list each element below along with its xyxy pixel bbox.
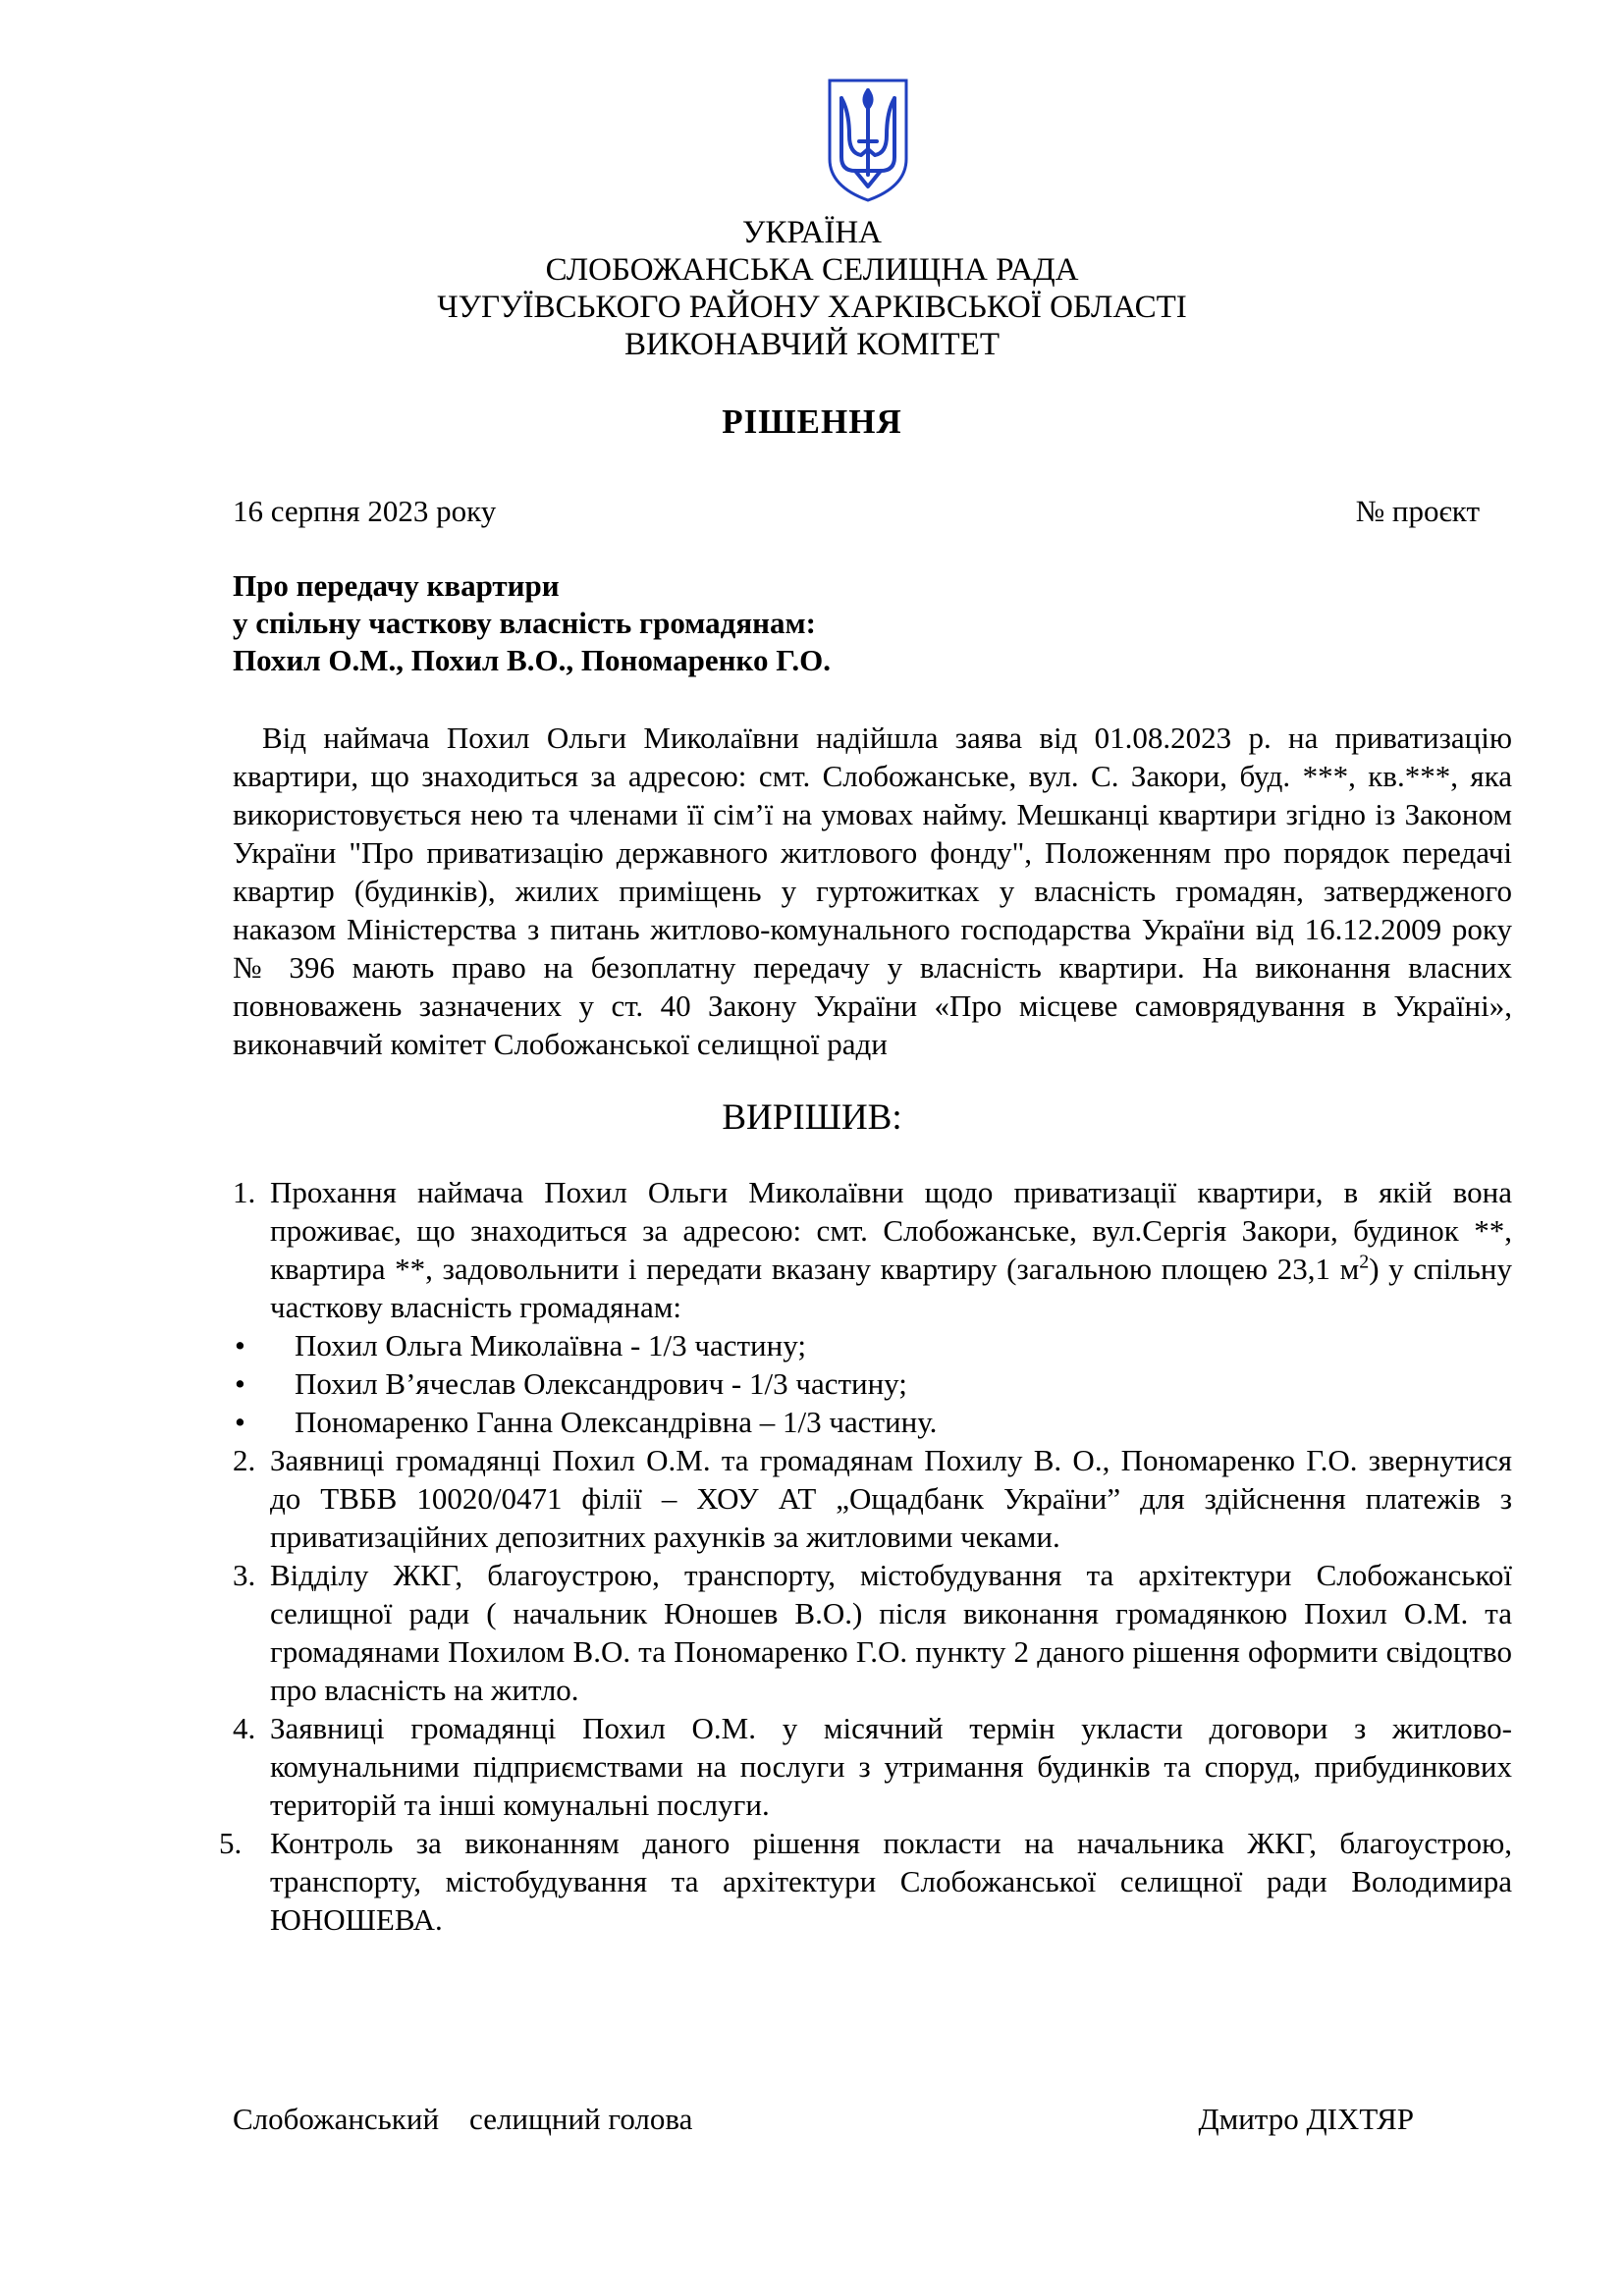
bullet-item: [233, 1403, 1512, 1441]
signature-block: [233, 2101, 1414, 2138]
document-header: [0, 214, 1624, 363]
decision-item-4: [233, 1709, 1512, 1824]
decision-number: 4.: [233, 1711, 256, 1745]
bullet-icon: •: [235, 1366, 245, 1401]
subject-line-1: Про передачу квартири: [233, 568, 560, 603]
document-number: № проєкт: [1355, 494, 1480, 528]
document-title: РІШЕННЯ: [722, 402, 902, 441]
subject-line-3: Похил О.М., Похил В.О., Пономаренко Г.О.: [233, 643, 832, 677]
decision-number: 2.: [233, 1443, 256, 1477]
decision-item-2: [233, 1441, 1512, 1556]
superscript-exponent: 2: [1359, 1251, 1370, 1273]
decisions-list: [219, 1173, 1512, 1939]
bullet-icon: •: [235, 1328, 245, 1362]
decision-number: 5.: [219, 1826, 243, 1860]
decision-text: Прохання наймача Похил Ольги Миколаївни щодо приватизації квартири, в якій вона проживає, що знаходиться за адресою: смт. Слобожанське, вул.Сергія Закори, будинок **, квартира **, задовольнити і передати вказану квартиру (загальною площею 23,1 м: [270, 1175, 1512, 1286]
decision-item-5: [219, 1824, 1512, 1939]
signatory-name: Дмитро ДІХТЯР: [1198, 2102, 1414, 2136]
resolved-heading: ВИРІШИВ:: [722, 1097, 902, 1138]
header-district: ЧУГУЇВСЬКОГО РАЙОНУ ХАРКІВСЬКОЇ ОБЛАСТІ: [437, 290, 1187, 325]
intro-paragraph: Від наймача Похил Ольги Миколаївни надійшла заява від 01.08.2023 р. на приватизацію квартири, що знаходиться за адресою: смт. Слобожанське, вул. С. Закори, буд. ***, кв.***, яка використовується нею та членами її сім’ї на умовах найму. Мешканці квартири згідно із Законом України "Про приватизацію державного житлового фонду", Положенням про порядок передачі квартир (будинків), жилих приміщень у гуртожитках у власність громадян, затвердженого наказом Міністерства з питань житлово-комунального господарства України від 16.12.2009 року № 396 мають право на безоплатну передачу у власність квартири. На виконання власних повноважень зазначених у ст. 40 Закону України «Про місцеве самоврядування в Україні», виконавчий комітет Слобожанської селищної ради: [233, 721, 1512, 1061]
decision-number: 3.: [233, 1558, 256, 1592]
header-country: УКРАЇНА: [742, 215, 882, 250]
document-subject: [233, 567, 831, 679]
header-council: СЛОБОЖАНСЬКА СЕЛИЩНА РАДА: [545, 252, 1079, 288]
decision-number: 1.: [233, 1175, 256, 1209]
decision-item-1: [233, 1173, 1512, 1326]
bullet-text: Пономаренко Ганна Олександрівна – 1/3 частину.: [295, 1405, 938, 1439]
document-date: 16 серпня 2023 року: [233, 494, 497, 528]
decision-text: Контроль за виконанням даного рішення покласти на начальника ЖКГ, благоустрою, транспорту, містобудування та архітектури Слобожанської селищної ради Володимира ЮНОШЕВА.: [270, 1826, 1512, 1937]
bullet-icon: •: [235, 1405, 245, 1439]
trident-coat-of-arms-icon: [826, 77, 910, 204]
decision-item-3: [233, 1556, 1512, 1709]
header-committee: ВИКОНАВЧИЙ КОМІТЕТ: [623, 327, 1001, 362]
subject-line-2: у спільну часткову власність громадянам:: [233, 606, 816, 640]
date-number-line: [233, 493, 1480, 530]
bullet-item: [233, 1326, 1512, 1364]
bullet-item: [233, 1364, 1512, 1403]
bullet-text: Похил Ольга Миколаївна - 1/3 частину;: [295, 1328, 806, 1362]
decision-text: Заявниці громадянці Похил О.М. та громадянам Похилу В. О., Пономаренко Г.О. звернутися до ТВБВ 10020/0471 філії – ХОУ АТ „Ощадбанк України” для здійснення платежів з приватизаційних депозитних рахунків за житловими чеками.: [270, 1443, 1512, 1554]
decision-text: Заявниці громадянці Похил О.М. у місячний термін укласти договори з житлово-комунальними підприємствами на послуги з утримання будинків та споруд, прибудинкових територій та інші комунальні послуги.: [270, 1711, 1512, 1822]
decision-text-continued: ) у спільну часткову власність громадянам:: [270, 1252, 1512, 1324]
bullet-text: Похил В’ячеслав Олександрович - 1/3 частину;: [295, 1366, 907, 1401]
signatory-position: Слобожанський селищний голова: [233, 2102, 693, 2136]
decision-text: Відділу ЖКГ, благоустрою, транспорту, містобудування та архітектури Слобожанської селищної ради ( начальник Юношев В.О.) після виконання громадянкою Похил О.М. та громадянами Похилом В.О. та Пономаренко Г.О. пункту 2 даного рішення оформити свідоцтво про власність на житло.: [270, 1558, 1512, 1707]
